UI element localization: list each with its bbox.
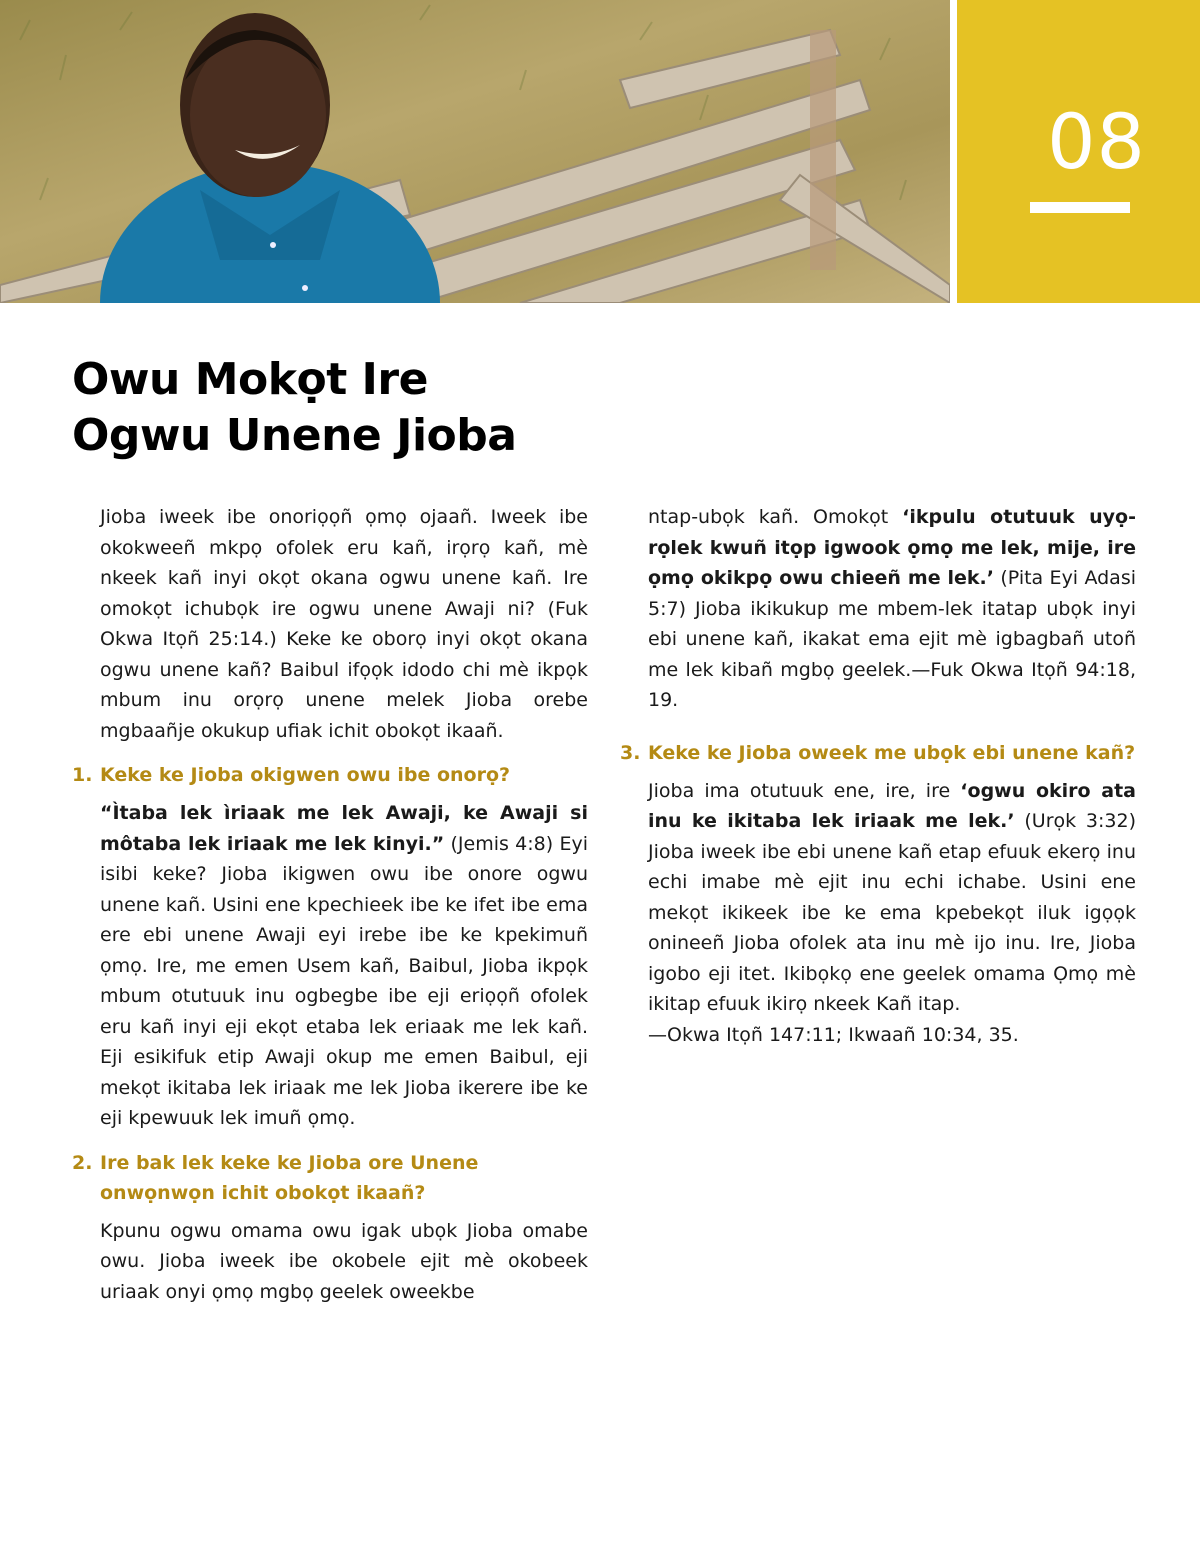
answer-3-paragraph xyxy=(648,776,1136,1051)
answer-2-paragraph-start: Kpunu ogwu omama owu igak ubọk Jioba omabe owu. Jioba iweek ibe okobele ejit mè okobeek uriaak onyi ọmọ mgbọ geelek oweekbe xyxy=(100,1219,588,1303)
answer-2-body-cont: ntap-ubọk kañ. Omokọt xyxy=(648,506,903,528)
lesson-number: 08 xyxy=(1047,97,1146,186)
answer-1-body: Eyi isibi keke? Jioba ikigwen owu ibe onore ogwu unene kañ. Usini ene kpechieek ibe ke ifet ibe ema ere ebi unene Awaji eyi irebe ibe ke kpekimuñ ọmọ. Ire, me emen Usem kañ, Baibul, Jioba ikpọk mbum otutuuk inu ogbegbe ibe eji eriọọñ ofolek eru kañ inyi eji ekọt etaba lek eriaak me lek kañ. Eji esikifuk etip Awaji okup me emen Baibul, eji mekọt ikitaba lek iriaak me lek Jioba ikerere ibe ke eji kpewuuk lek imuñ ọmọ. xyxy=(100,832,588,1129)
page-title-line-2: Ogwu Unene Jioba xyxy=(72,410,517,461)
answer-3-body: Jioba iweek ibe ebi unene kañ etap efuuk ekerọ inu echi imabe mè ejit inu echi ichabe. Usini ene mekọt ikikeek ibe ke ema kpebekọt iluk igọọk onineeñ Jioba ofolek ata inu mè ijo inu. Ire, Jioba igobo eji itet. Ikibọkọ ene geelek omama Ọmọ mè ikitap efuuk ikirọ nkeek Kañ itap. xyxy=(648,840,1136,1015)
header-photo xyxy=(0,0,950,303)
answer-1-paragraph xyxy=(100,798,588,1134)
lesson-number-underline xyxy=(1030,202,1130,213)
question-3-text: Keke ke Jioba oweek me ubọk ebi unene kañ? xyxy=(648,741,1136,764)
question-1-heading xyxy=(72,760,588,790)
photo-man-on-bench-illustration xyxy=(0,0,950,303)
question-2-number: 2. xyxy=(72,1151,93,1174)
right-column xyxy=(620,502,1136,1050)
answer-1-quote: “Ìtaba lek ìriaak me lek Awaji, ke Awaji si môtaba lek iriaak me lek kinyi.” xyxy=(100,802,588,855)
answer-2-reference: (Pita Eyi Adasi 5:7) xyxy=(648,567,1136,620)
answer-3-quote: ‘ogwu okiro ata inu ke ikitaba lek iriaak me lek.’ xyxy=(648,779,1137,832)
lesson-number-badge xyxy=(957,0,1200,303)
answer-2-body-end: Jioba ikikukup me mbem-lek itatap ubọk inyi ebi unene kañ, ikakat ema ejit mè igbagbañ utoñ me lek kibañ mgbọ geelek.—Fuk Okwa Itọñ 94:18, 19. xyxy=(648,597,1136,711)
question-2-text: Ire bak lek keke ke Jioba ore Unene onwọnwọn ichit obokọt ikaañ? xyxy=(100,1151,479,1204)
question-2-heading xyxy=(72,1148,588,1208)
answer-2-quote: ‘ikpulu otutuuk uyọrọlek kwuñ itọp igwook ọmọ me lek, mije, ire ọmọ okikpọ owu chieeñ me lek.’ xyxy=(648,506,1136,589)
left-column xyxy=(72,502,588,1307)
question-3-number: 3. xyxy=(620,741,641,764)
page-title-line-1: Owu Mokọt Ire xyxy=(72,354,428,405)
answer-1-reference: (Jemis 4:8) xyxy=(444,832,560,855)
question-1-number: 1. xyxy=(72,764,93,786)
answer-2-paragraph-continued xyxy=(648,502,1136,716)
intro-paragraph: Jioba iweek ibe onoriọọñ ọmọ ojaañ. Iweek ibe okokweeñ mkpọ ofolek eru kañ, irọrọ kañ, mè nkeek kañ inyi okọt okana ogwu unene kañ. Ire omokọt ichubọk ire ogwu unene Awaji ni? (Fuk Okwa Itọñ 25:14.) Keke ke oborọ inyi okọt okana ogwu unene kañ? Baibul ifọọk idodo chi mè ikpọk mbum inu orọrọ unene melek Jioba orebe mgbaañje okukup ufiak ichit obokọt ikaañ. xyxy=(100,506,588,742)
answer-3-reference: (Urọk 3:32) xyxy=(1014,810,1136,832)
page-title xyxy=(72,352,516,464)
question-3-heading xyxy=(620,738,1136,768)
question-1-text: Keke ke Jioba okigwen owu ibe onorọ? xyxy=(100,764,511,786)
answer-3-body-start: Jioba ima otutuuk ene, ire, ire xyxy=(648,779,961,802)
answer-3-citation: —Okwa Itọñ 147:11; Ikwaañ 10:34, 35. xyxy=(648,1023,1019,1046)
